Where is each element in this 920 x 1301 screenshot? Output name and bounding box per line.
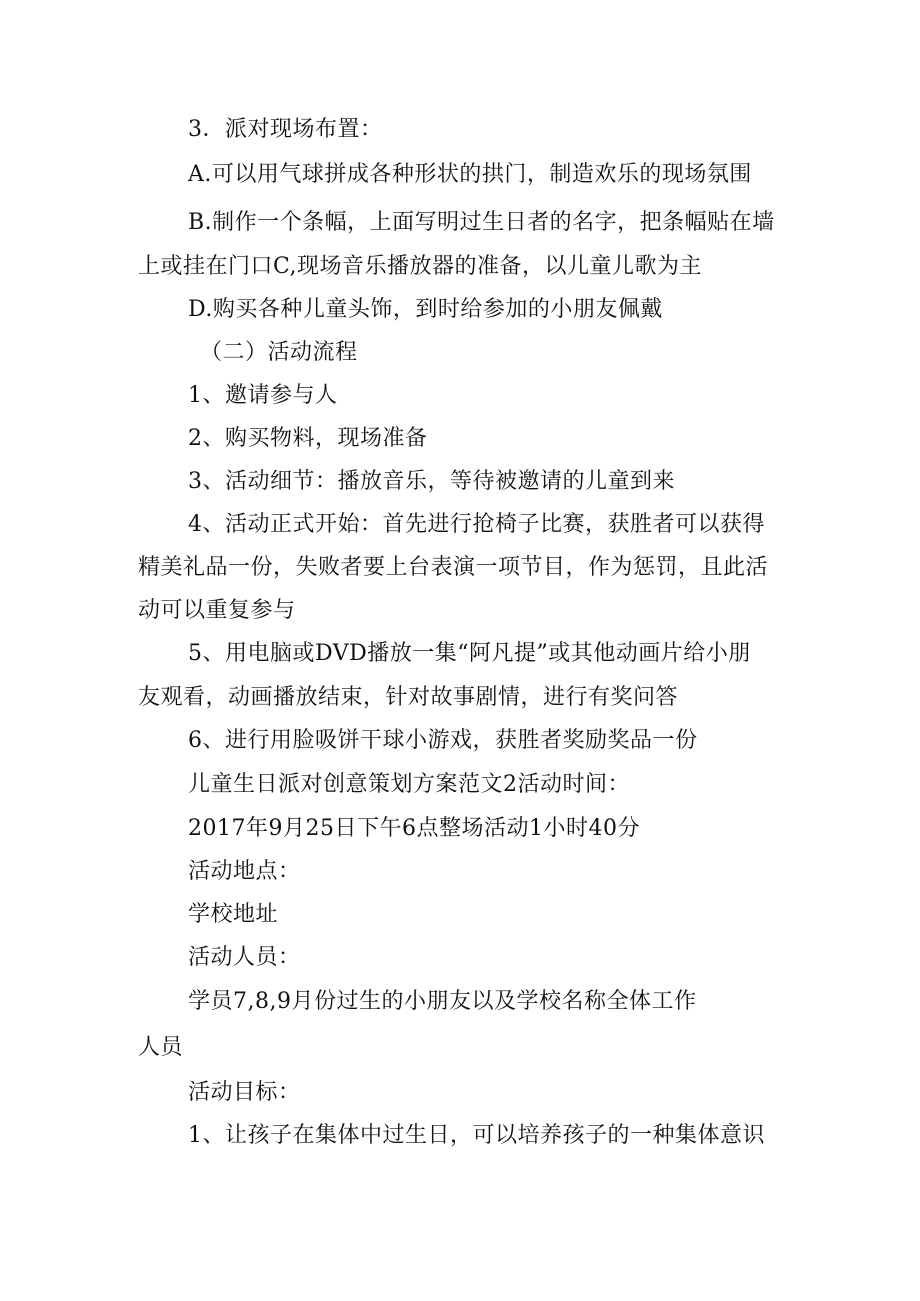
section-heading-venue-setup: 3．派对现场布置： [188, 117, 383, 142]
section-heading-activity-flow: （二）活动流程 [200, 340, 358, 365]
label-participants: 活动人员： [188, 945, 301, 970]
paragraph-line: 上或挂在门口C,现场音乐播放器的准备，以儿童儿歌为主 [138, 254, 703, 279]
paragraph-line: 2、购买物料，现场准备 [188, 426, 428, 451]
paragraph-line: 学员7,8,9月份过生的小朋友以及学校名称全体工作 [188, 989, 697, 1014]
section-heading-plan-2: 儿童生日派对创意策划方案范文2活动时间： [188, 772, 630, 797]
paragraph-line: D.购买各种儿童头饰，到时给参加的小朋友佩戴 [188, 297, 663, 322]
paragraph-line: 精美礼品一份，失败者要上台表演一项节目，作为惩罚，且此活 [138, 555, 769, 580]
paragraph-line: 1、邀请参与人 [188, 383, 338, 408]
paragraph-line: 1、让孩子在集体中过生日，可以培养孩子的一种集体意识 [188, 1123, 765, 1148]
paragraph-line: 人员 [138, 1035, 184, 1060]
paragraph-line: 2017年9月25日下午6点整场活动1小时40分 [188, 816, 640, 841]
label-goals: 活动目标： [188, 1080, 301, 1105]
paragraph-line: 动可以重复参与 [138, 598, 296, 623]
paragraph-line: 6、进行用脸吸饼干球小游戏，获胜者奖励奖品一份 [188, 728, 698, 753]
paragraph-line: 友观看，动画播放结束，针对故事剧情，进行有奖问答 [138, 685, 679, 710]
paragraph-line: B.制作一个条幅，上面写明过生日者的名字，把条幅贴在墙 [188, 210, 775, 235]
paragraph-line: A.可以用气球拼成各种形状的拱门，制造欢乐的现场氛围 [188, 162, 752, 187]
paragraph-line: 5、用电脑或DVD播放一集“阿凡提”或其他动画片给小朋 [188, 641, 751, 666]
label-venue: 活动地点： [188, 859, 301, 884]
paragraph-line: 3、活动细节：播放音乐，等待被邀请的儿童到来 [188, 469, 675, 494]
paragraph-line: 4、活动正式开始：首先进行抢椅子比赛，获胜者可以获得 [188, 512, 765, 537]
paragraph-line: 学校地址 [188, 902, 279, 927]
